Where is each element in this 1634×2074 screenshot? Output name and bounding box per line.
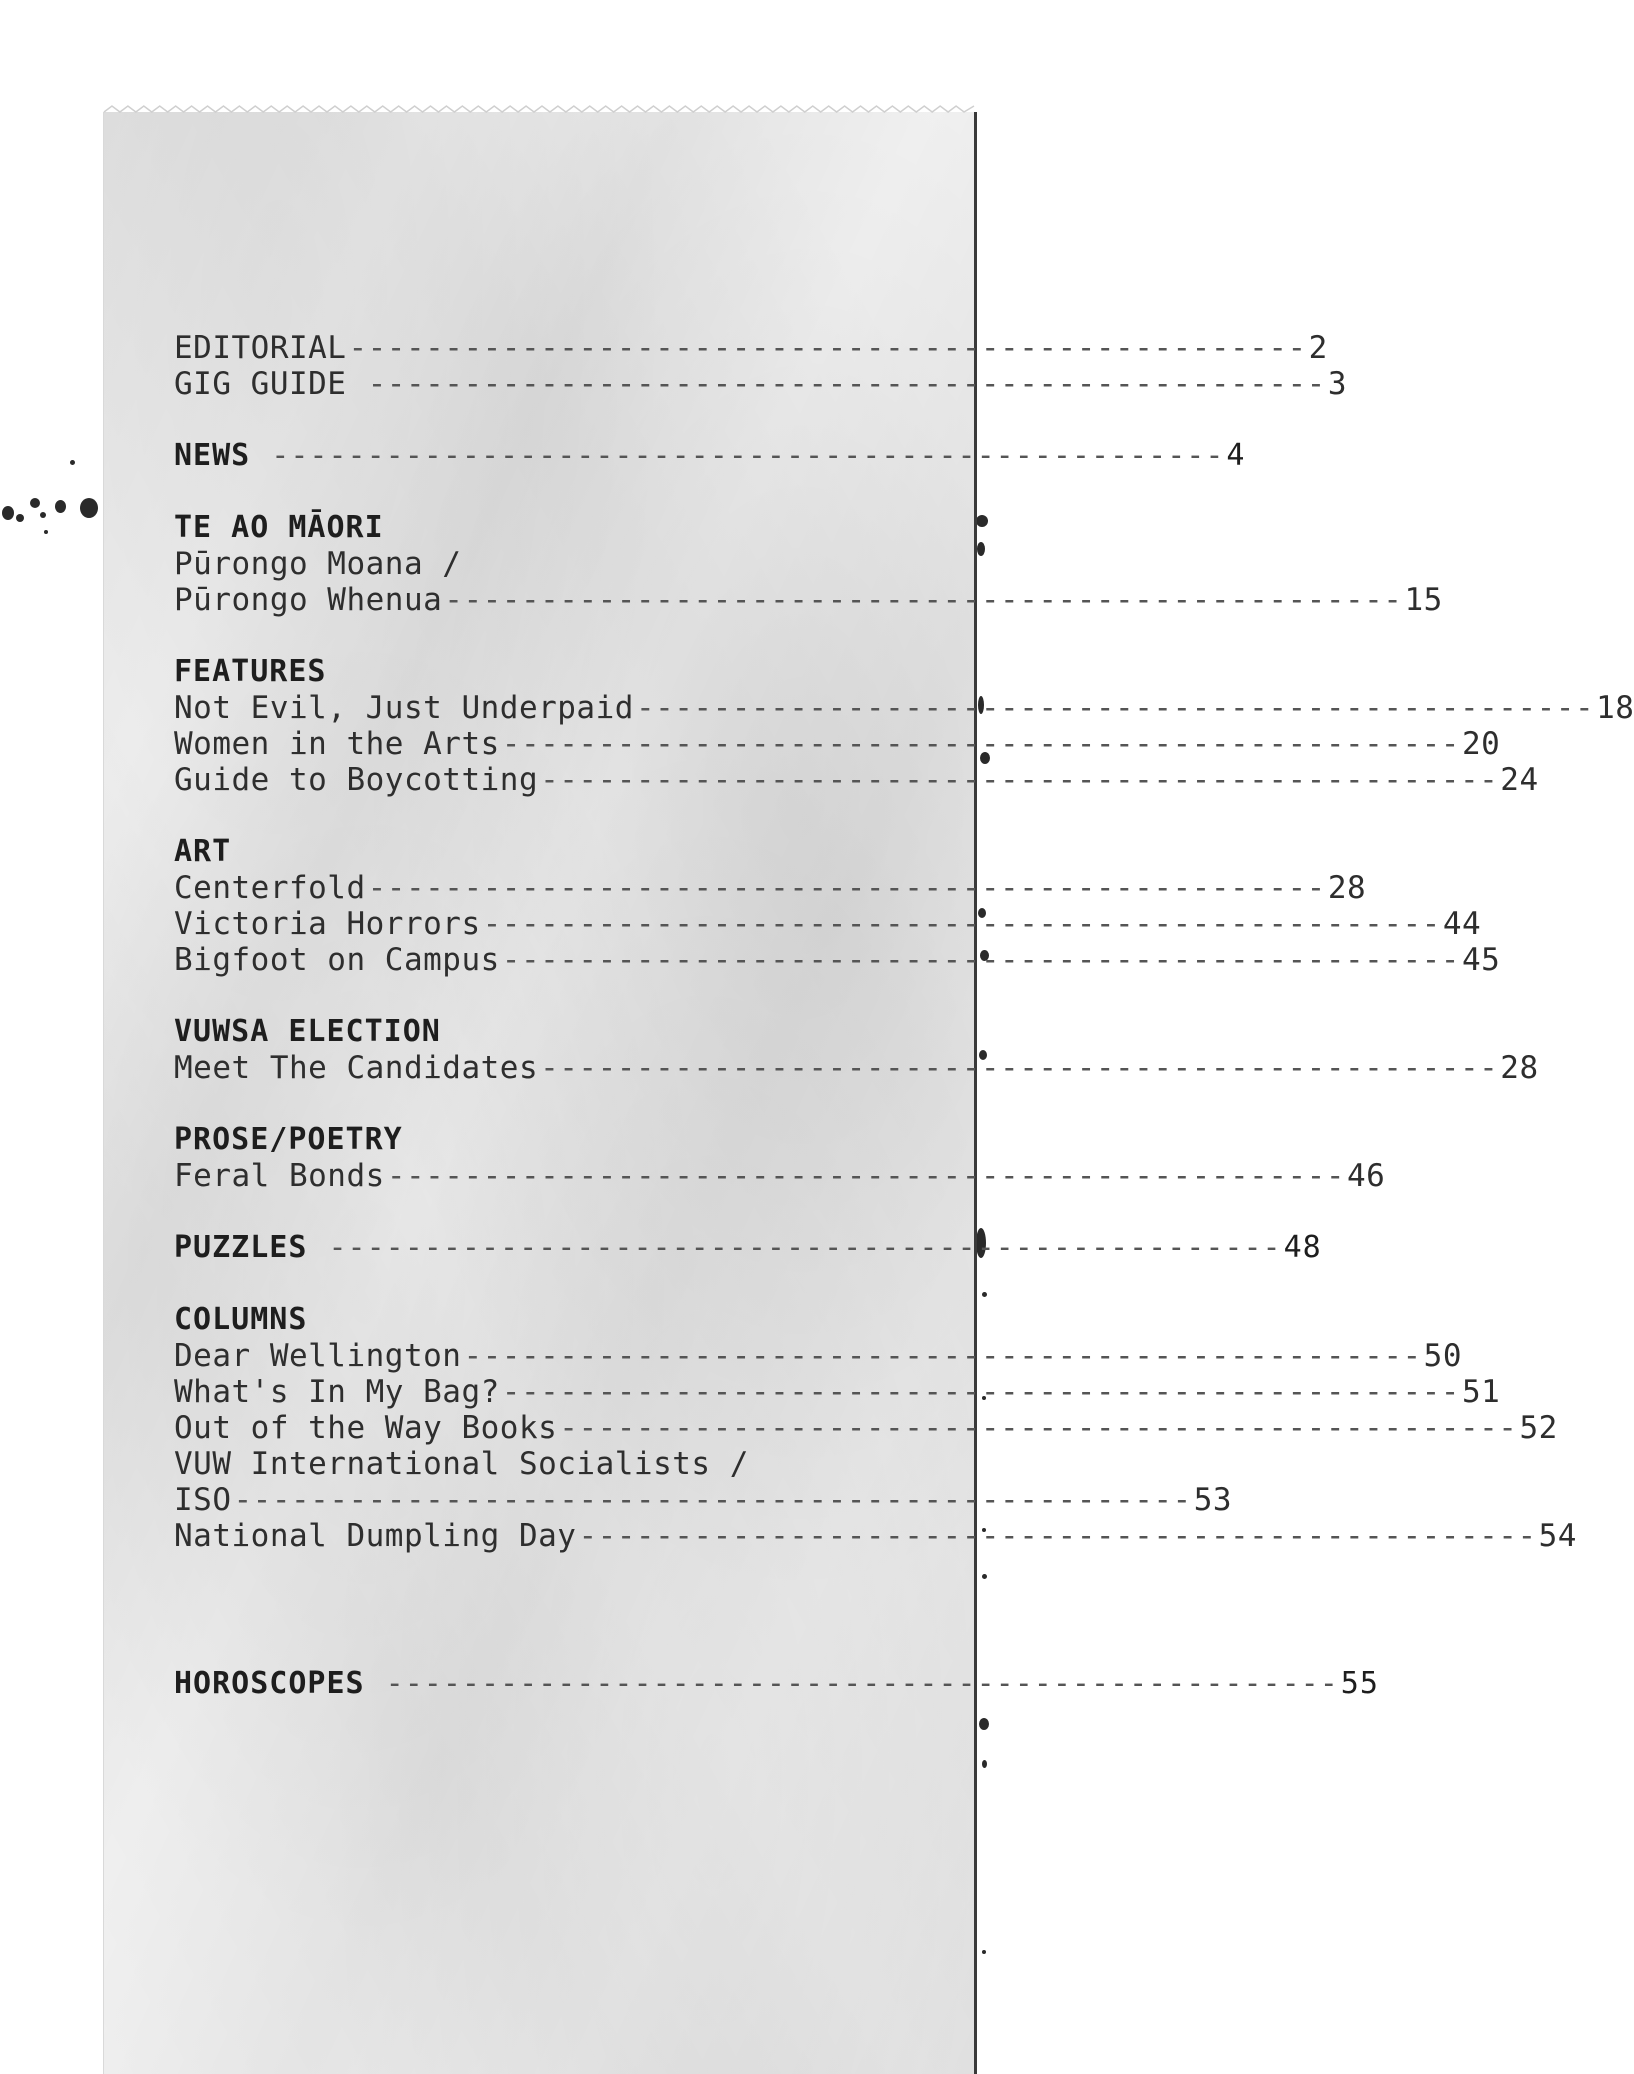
toc-entry [174, 1410, 1558, 1446]
toc-page: 52 [1519, 1410, 1558, 1446]
toc-page: 18 [1596, 690, 1634, 726]
section-heading: COLUMNS [174, 1302, 308, 1337]
section-heading: PUZZLES [174, 1230, 308, 1265]
section-heading: NEWS [174, 438, 251, 473]
toc-label: National Dumpling Day [174, 1518, 577, 1554]
toc-page: 45 [1461, 942, 1501, 978]
section-heading: FEATURES [174, 654, 327, 689]
toc-page: 20 [1461, 726, 1501, 762]
toc-entry [174, 1338, 1462, 1374]
toc-label: Dear Wellington [174, 1338, 462, 1374]
dot-leader: -------------------------------------------------- [635, 690, 1595, 726]
toc-page: 44 [1442, 906, 1482, 942]
toc-entry-news [174, 438, 1246, 474]
toc-page: 53 [1193, 1482, 1233, 1518]
toc-page: 46 [1347, 1158, 1386, 1194]
section-vuwsa-election [174, 1014, 1539, 1086]
toc-entry-purongo [174, 582, 1443, 618]
toc-entry-line [174, 1446, 834, 1482]
dot-leader: -------------------------------------------------- [578, 1518, 1537, 1554]
table-of-contents [174, 330, 1634, 1702]
toc-page: 15 [1404, 582, 1443, 618]
dot-leader: -------------------------------------------------- [309, 1230, 1282, 1265]
toc-label: VUW International Socialists / [174, 1446, 749, 1482]
toc-label: Out of the Way Books [174, 1410, 558, 1446]
section-features [174, 654, 1634, 798]
dot-leader: -------------------------------------------------- [348, 366, 1326, 402]
toc-label: Pūrongo Whenua [174, 582, 443, 618]
toc-label: Women in the Arts [174, 726, 500, 762]
dot-leader: -------------------------------------------------- [540, 1050, 1499, 1086]
toc-entry [174, 762, 1539, 798]
toc-label: Centerfold [174, 870, 366, 906]
toc-entry-horoscopes [174, 1666, 1379, 1702]
toc-entry [174, 1518, 1577, 1554]
section-puzzles [174, 1230, 1322, 1266]
toc-entry [174, 726, 1501, 762]
section-columns [174, 1302, 1577, 1554]
dot-leader: -------------------------------------------------- [501, 942, 1460, 978]
toc-page: 48 [1283, 1230, 1322, 1265]
toc-entry-gig-guide [174, 366, 1347, 402]
toc-label: ISO [174, 1482, 232, 1518]
torn-edge [104, 104, 974, 114]
dot-leader: -------------------------------------------------- [386, 1158, 1345, 1194]
toc-page: 4 [1226, 438, 1246, 473]
toc-label: What's In My Bag? [174, 1374, 500, 1410]
dot-leader: -------------------------------------------------- [233, 1482, 1192, 1518]
toc-page: 24 [1500, 762, 1539, 798]
toc-page: 54 [1538, 1518, 1577, 1554]
toc-page: 51 [1461, 1374, 1501, 1410]
dot-leader: -------------------------------------------------- [501, 726, 1460, 762]
section-heading: HOROSCOPES [174, 1666, 365, 1701]
toc-label: Meet The Candidates [174, 1050, 539, 1086]
toc-entry [174, 942, 1501, 978]
toc-entry-line [174, 546, 834, 582]
toc-entry [174, 1158, 1386, 1194]
toc-label: Guide to Boycotting [174, 762, 539, 798]
toc-entry-editorial [174, 330, 1328, 366]
section-te-ao-maori [174, 510, 1443, 618]
toc-entry [174, 690, 1634, 726]
dot-leader: -------------------------------------------------- [367, 870, 1326, 906]
dot-leader: -------------------------------------------------- [252, 438, 1225, 473]
dot-leader: -------------------------------------------------- [463, 1338, 1422, 1374]
toc-entry [174, 870, 1367, 906]
toc-entry [174, 1050, 1539, 1086]
receipt-paper [103, 112, 1634, 2074]
toc-entry-puzzles [174, 1230, 1322, 1266]
toc-label: Bigfoot on Campus [174, 942, 500, 978]
toc-entry [174, 1374, 1501, 1410]
dot-leader: -------------------------------------------------- [501, 1374, 1460, 1410]
section-heading: PROSE/POETRY [174, 1122, 403, 1157]
toc-label: EDITORIAL [174, 330, 347, 366]
section-art [174, 834, 1501, 978]
toc-label: Victoria Horrors [174, 906, 481, 942]
toc-page: 3 [1327, 366, 1347, 402]
toc-label: Feral Bonds [174, 1158, 385, 1194]
section-prose-poetry [174, 1122, 1386, 1194]
toc-page: 55 [1340, 1666, 1379, 1701]
section-heading: VUWSA ELECTION [174, 1014, 441, 1049]
toc-label: Pūrongo Moana / [174, 546, 462, 582]
toc-entry [174, 906, 1482, 942]
toc-page: 2 [1308, 330, 1328, 366]
toc-label: Not Evil, Just Underpaid [174, 690, 634, 726]
toc-entry-iso [174, 1482, 1233, 1518]
toc-page: 50 [1423, 1338, 1462, 1374]
dot-leader: -------------------------------------------------- [348, 330, 1307, 366]
toc-page: 28 [1500, 1050, 1539, 1086]
section-heading: ART [174, 834, 232, 869]
section-heading: TE AO MĀORI [174, 510, 384, 545]
dot-leader: -------------------------------------------------- [482, 906, 1441, 942]
toc-label: GIG GUIDE [174, 366, 347, 402]
dot-leader: -------------------------------------------------- [444, 582, 1403, 618]
dot-leader: -------------------------------------------------- [366, 1666, 1339, 1701]
dot-leader: -------------------------------------------------- [540, 762, 1499, 798]
dot-leader: -------------------------------------------------- [559, 1410, 1518, 1446]
toc-page: 28 [1327, 870, 1367, 906]
